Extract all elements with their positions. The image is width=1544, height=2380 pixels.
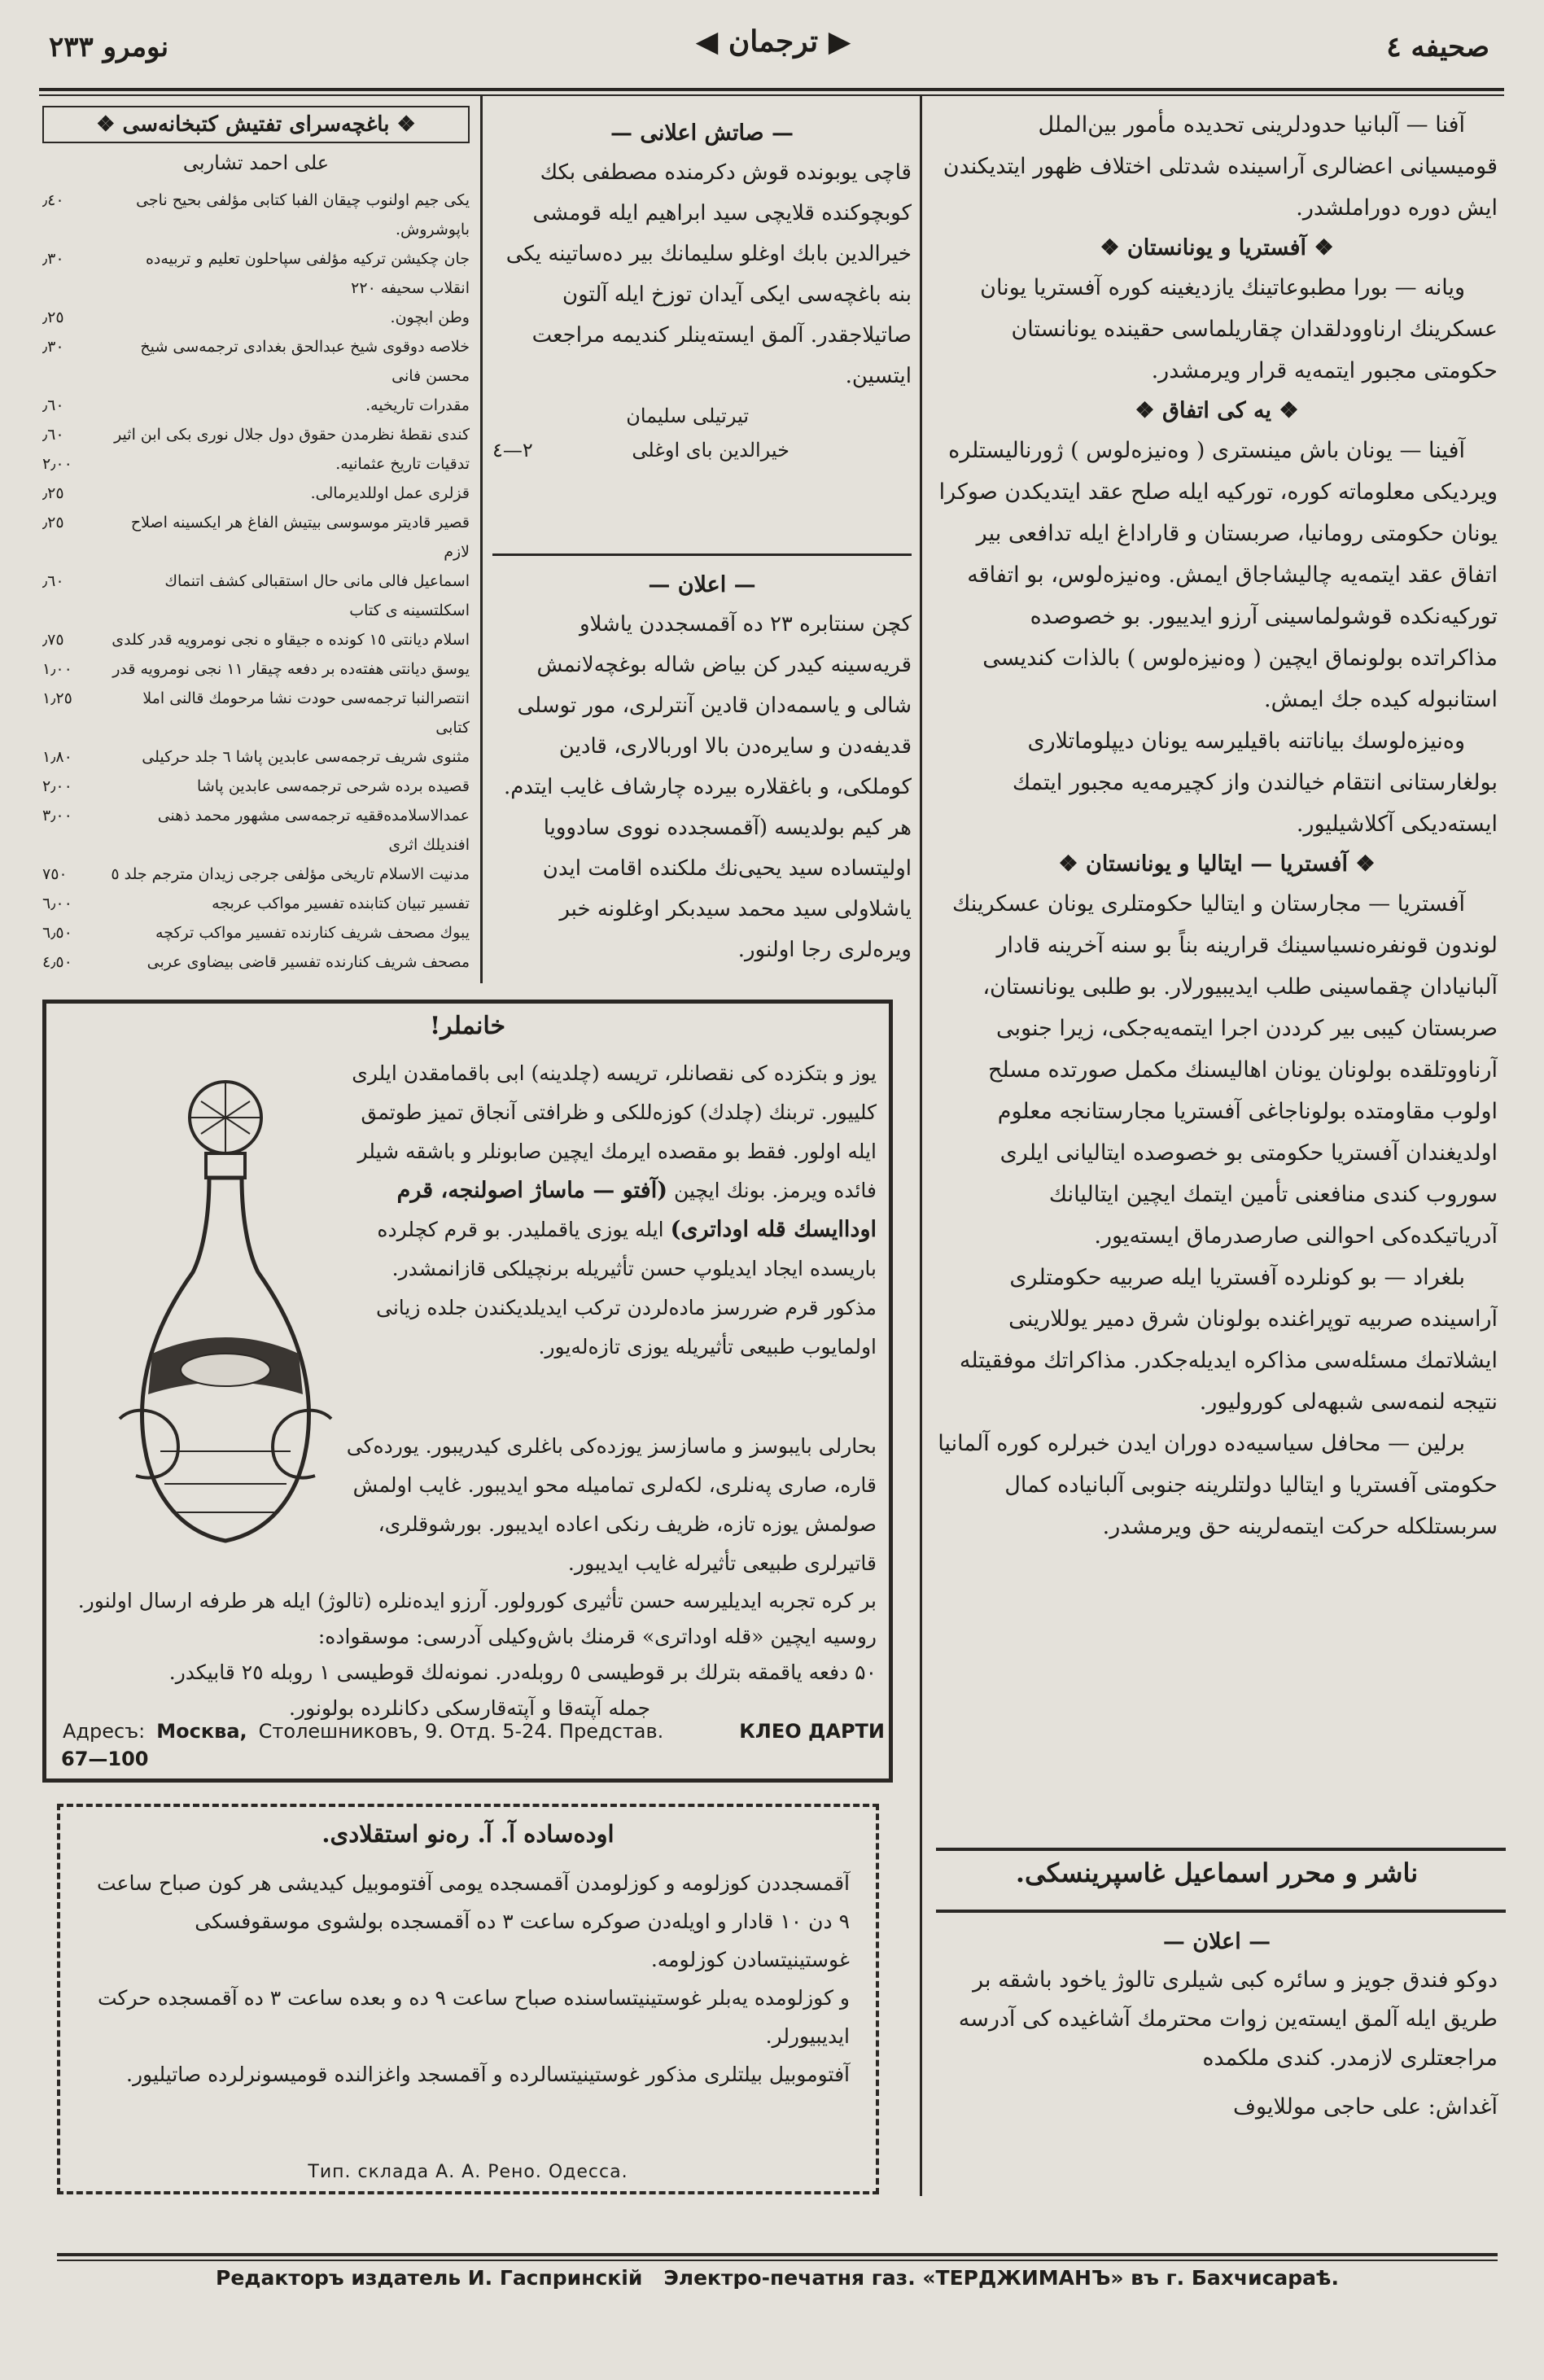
book-title: مدنیت الاسلام تاریخی مؤلفی جرجی زیدان مترجم جلد ٥: [111, 865, 470, 883]
bus-service-printer: Тип. склада А. А. Рено. Одесса.: [308, 2162, 628, 2182]
book-title: یوسق دیانتی هفته‌ده بر دفعه چیقار ۱۱ نجی نومرویه قدر: [112, 660, 470, 678]
book-list-item: [42, 772, 470, 801]
ornament-right-icon: ▶: [828, 24, 851, 59]
ad-right-title: — اعلان —: [1162, 1929, 1271, 1954]
book-list-item: [42, 449, 470, 479]
news-paragraph: برلین — محافل سیاسیه‌ده دوران ایدن خبرلره کوره آلمانیا حکومتی آفستریا و ایتالیا دولتلرینه جنوبی آلبانیاده کمال سربستلکله حرکت ایتمه‌لرینه حق ویرمشدر.: [938, 1431, 1498, 1539]
cosmetic-ad-text-2: بحارلی بایبوسز و ماسازسز یوزده‌کی باغلری کیدریبور. یورده‌کی قاره، صاری پەنلری، لکه‌لری تمامیله محو ایدیبور. غایب اولمش صولمش یوزه تازه، ظریف رنکی اعاده ایدیبور. بورشوقلری، قاتیرلری طبیعی تأثیرله غایب ایدیبور.: [346, 1434, 877, 1575]
book-list-item: [42, 860, 470, 889]
news-heading: ❖ یه کی اتفاق ❖: [1135, 398, 1299, 423]
news-paragraph: آفنا — آلبانیا حدودلرینی تحدیده مأمور بین‌الملل قومیسیانی اعضالری آراسینده شدتلی اختلاف ظهور ایتدیکندن ایش دوره دوراملشدر.: [943, 112, 1498, 221]
book-list: [42, 106, 470, 977]
book-title: قصیر قادیتر موسوسی بیتیش الفاغ هر ایکسینه اصلاح لازم: [130, 514, 470, 561]
ad-right-signature: آغداش: علی حاجی موللایوف: [1233, 2094, 1498, 2120]
book-price: ٫۷٥: [42, 631, 64, 649]
news-flow: [936, 104, 1498, 1547]
book-price: ٫٦٠: [42, 426, 64, 444]
sale-notice-sig2: خیرالدین بای اوغلی: [632, 439, 789, 462]
book-price: ۱٫۸۰: [42, 748, 72, 766]
publisher-line: ناشر و محرر اسماعیل غاسپرینسکی.: [1015, 1857, 1419, 1888]
book-list-item: [42, 508, 470, 567]
book-list-item: [42, 391, 470, 420]
book-price: ٫٤٠: [42, 191, 64, 209]
book-list-subtitle: علی احمد تشاربی: [182, 151, 330, 174]
news-heading: ❖ آفستریا — ایتالیا و یونانستان ❖: [1058, 851, 1376, 877]
book-title: تفسیر تبیان کتابنده تفسیر مواکب عربجه: [212, 895, 470, 912]
footer-rule: [57, 2253, 1498, 2256]
cosmetic-ad: [42, 1000, 893, 1783]
book-list-item: [42, 567, 470, 625]
book-list-item: [42, 186, 470, 244]
book-list-item: [42, 918, 470, 947]
news-paragraph: بلغراد — بو کونلرده آفستریا ایله صربیه حکومتلری آراسینده صربیه توپراغنده بولونان شرق دمیر یوللارینی ایشلاتمك مسئله‌سی مذاکره ایدیله‌جکدر. مذاکراتك موفقیتله نتیجه لنمه‌سی شبهه‌لی کورولیور.: [959, 1265, 1498, 1415]
book-price: ۲٫۰۰: [42, 455, 72, 473]
column-divider-right: [920, 96, 922, 2196]
book-list-title: ❖ باغچه‌سرای تفتیش کتبخانه‌سی ❖: [42, 106, 470, 143]
ad-right: [936, 1923, 1498, 2224]
book-price: ٫۳۰: [42, 250, 64, 268]
book-price: ۷٥۰: [42, 865, 68, 883]
cosmetic-ad-title: خانملر!: [429, 1012, 506, 1040]
news-column: [936, 104, 1498, 1838]
issue-number: نومرو ۲۳۳: [49, 31, 169, 63]
bus-service-ad: [57, 1804, 879, 2194]
cosmetic-ad-product: (آفتو — ماساژ اصولنجه، قرم اوداایسك قله اوداتری): [396, 1178, 877, 1242]
ad-right-body: دوکو فندق جویز و سائره کبی شیلری تالوژ یاخود باشقه بر طریق ایله آلمق ایسته‌ین زوات محترمك آشاغیده کی آدرسه مراجعتلری لازمدر. کندی ملکمده: [958, 1967, 1498, 2071]
book-price: ۱٫۲٥: [42, 689, 72, 707]
masthead-rule: [39, 88, 1504, 91]
book-list-ornament-icon-2: ❖: [96, 112, 123, 137]
book-list-items: [42, 186, 470, 977]
cosmetic-ad-text-3: بر کره تجربه ایدیلیرسه حسن تأثیری کورولور. آرزو ایده‌نلره (تالوژ) ایله هر طرفه ارسال اولنور. روسیه ایچین «قله اوداتری» قرمنك باش‌وکیلی آدرسی: موسقواده: ۵۰ دفعه یاقمقه بترلك بر قوطیسی ٥ روبله‌در. نمونه‌لك قوطیسی ۱ روبله ۲٥ قابیکدر. جمله آپتەقا و آپتەقارسکی دکانلرده بولونور.: [77, 1589, 877, 1720]
book-price: ٤٫٥۰: [42, 953, 72, 971]
book-list-item: [42, 684, 470, 742]
book-title: عمدالاسلامده‌ققیه ترجمه‌سی مشهور محمد ذهنی افندیلك اثری: [157, 807, 470, 854]
book-list-item: [42, 332, 470, 391]
news-paragraph: آفستریا — مجارستان و ایتالیا حکومتلری یونان عسکرینك لوندون قونفرەنسیاسینك قرارینه بناً بو سنه آخرینه قادار آلبانیادان چقماسینی طلب ایدیبیورلار. بو طلبی یونانستان، صربستان کیبی بیر کرددن اجرا ایتمه‌یه‌جکی، زیرا جنوبی آرناووتلقده بولونان یونان اهالیسنك مکمل صورتده مسلح اولوب مقاومتده بولوناجاغی آفستریا مجارستانجه معلوم اولدیغندان آفستریا حکومتی بو خصوصده ایتالیانی ایلری سوروب کندی منافعنی تأمین ایتمك ایچین ایتالیانك آدریاتیکده‌کی احوالنی صارصدرماق ایسته‌یور.: [952, 891, 1498, 1249]
cosmetic-ad-code: 67—100: [61, 1748, 149, 1770]
page-number: صحیفه ٤: [1386, 31, 1489, 63]
news-paragraph: وەنیزەلوسك بیاناتنه باقیلیرسه یونان دیپلوماتلاری بولغارستانی انتقام خیالندن واز کچیرمه‌یه مجبور ایتمك ایسته‌دیکی آکلاشیلیور.: [1012, 728, 1498, 837]
news-heading: ❖ آفستریا و یونانستان ❖: [1100, 235, 1334, 260]
book-title: جان چکیشن ترکیه مؤلفی سپاحلون تعلیم و تربیه‌ده انقلاب سحیفه ۲۲۰: [145, 250, 470, 297]
lost-announcement-body: کچن سنتابره ۲۳ ده آقمسجددن یاشلاو قریه‌سینه کیدر کن بیاض شاله بوغچه‌لانمش شالی و یاسمه‌دان قادین آنترلری، مور توسلی قدیفه‌دن و سایره‌دن بالا اوربالاری، قادین کوملکی، و باغقلاره بیرده چارشاف غایب ایتدم. هر کیم بولدیسه (آقمسجدده نووی سادوویا اولیتساده سید یحیی‌نك ملکنده اقامت ایدن یاشلاولی سید محمد سیدبکر اوغلونه خبر ویره‌لری رجا اولنور.: [504, 612, 912, 962]
newspaper-title: ◀ ترجمان ▶: [695, 24, 851, 59]
book-price: ٫٦٠: [42, 572, 64, 590]
book-title: یبوك مصحف شریف کنارنده تفسیر مواکب ترکچه: [155, 924, 470, 942]
book-list-item: [42, 303, 470, 332]
book-title: مثنوی شریف ترجمه‌سی عابدین پاشا ٦ جلد حرکیلی: [142, 748, 470, 766]
publisher-rule-top: [936, 1848, 1506, 1851]
book-list-item: [42, 479, 470, 508]
bus-service-title: اوده‌ساده آ. آ. رەنو استقلادی.: [321, 1820, 615, 1848]
book-title: یکی جیم اولنوب چیقان الفبا کتابی مؤلفی بحیح ناجی باپوشروش.: [136, 191, 470, 238]
book-list-item: [42, 420, 470, 449]
book-title: کندی نقطهٔ نظرمدن حقوق دول جلال نوری بکی ابن اثیر: [114, 426, 470, 444]
sale-notice-sig1: تیرتیلی سلیمان: [626, 405, 749, 427]
book-list-item: [42, 889, 470, 918]
ornament-left-icon: ◀: [695, 24, 719, 59]
book-price: ٫۲٥: [42, 484, 64, 502]
book-price: ۳٫۰۰: [42, 807, 72, 825]
book-title: مقدرات تاریخیه.: [365, 396, 470, 414]
masthead-rule-2: [39, 94, 1504, 96]
cosmetic-ad-text: یوز و بتکزده کی نقصانلر، تریسه (چلدینه) ابی باقمامقدن ایلری کلییور. تربنك (چلدك) کوزەللکی و ظرافتی آنجاق تمیز طوتمق ایله اولور. فقط بو مقصدە ایرمك ایچین صابونلر و باشقه شیلر فائده ویرمز. بونك ایچین (آفتو — ماساژ اصولنجه، قرم اوداایسك قله اوداتری) ایله یوزی یاقملیدر. بو قرم کچلرده باریسده ایجاد ایدیلوپ حسن تأثیریله برنچیلکی قازانمشدر. مذکور قرم ضررسز مادەلردن ترکب ایدیلدیکندن جلده زیانی اولمایوب طبیعی تأثیریله یوزی تازەلەیور.: [352, 1061, 877, 1358]
book-title: قزلری عمل اوللدیرمالی.: [310, 484, 470, 502]
footer-imprint: Редакторъ издатель И. Гаспринскiй Электро-печатня газ. «ТЕРДЖИМАНЪ» въ г. Бахчисараѣ.: [216, 2266, 1339, 2290]
book-title: اسماعیل فالی مانی حال استقبالی کشف اتنماك اسکلتسینه ی کتاب: [164, 572, 470, 619]
book-title: قصیده بردە شرحی ترجمه‌سی عابدین پاشا: [197, 777, 470, 795]
sale-notice-number: ۲—٤: [492, 439, 533, 462]
book-price: ٫۲٥: [42, 514, 64, 532]
book-title: تدقیات تاریخ عثمانیه.: [335, 455, 470, 473]
publisher-rule-bottom: [936, 1910, 1506, 1913]
book-price: ۲٫۰۰: [42, 777, 72, 795]
book-list-ornament-icon: ❖: [389, 112, 416, 137]
book-price: ٦٫٥۰: [42, 924, 72, 942]
book-list-item: [42, 654, 470, 684]
news-paragraph: ویانه — بورا مطبوعاتینك یازدیغینه کوره آفستریا یونان عسکرینك ارناوودلقدان چقاریلماسی حقینده یونانستان حکومتی مجبور ایتمه‌یه قرار ویرمشدر.: [980, 275, 1498, 383]
book-title: مصحف شریف کنارنده تفسیر قاضی بیضاوی عربی: [147, 953, 470, 971]
book-price: ٫٦٠: [42, 396, 64, 414]
book-list-item: [42, 625, 470, 654]
sale-notice: [492, 114, 912, 521]
footer-rule-2: [57, 2260, 1498, 2261]
book-list-item: [42, 742, 470, 772]
sale-notice-body: قاچی یوبونده قوش دکرمنده مصطفی بکك کوبچوکنده قلایچی سید ابراهیم ایله قومشی خیرالدین بابك اوغلو سلیمانك بیر دەساتینه یکی بنه باغچه‌سی ایکی آیدان توزخ ایله آلتون صاتیلاجقدر. آلمق ایسته‌ینلر کندیمه مراجعت ایتسین.: [505, 160, 912, 388]
book-list-item: [42, 947, 470, 977]
lost-announcement: [492, 566, 912, 962]
book-title: اسلام دیانتی ۱٥ کونده ه جیقاو ه نجی نومرویه قدر کلدی: [112, 631, 470, 649]
book-title: خلاصه دوقوی شیخ عبدالحق بغدادی ترجمه‌سی شیخ محسن فانی: [140, 338, 470, 385]
book-list-item: [42, 801, 470, 860]
book-title: انتصرالنبا ترجمه‌سی حودت نشا مرحومك قالنی املا کتابی: [142, 689, 470, 737]
sale-notice-rule: [492, 553, 912, 556]
column-divider-top: [480, 96, 483, 983]
book-price: ۱٫۰۰: [42, 660, 72, 678]
book-list-item: [42, 244, 470, 303]
book-title: وطن ابچون.: [390, 308, 470, 326]
sale-notice-title: — صاتش اعلانی —: [610, 120, 794, 146]
book-price: ٦٫۰۰: [42, 895, 72, 912]
perfume-bottle-illustration: [103, 1061, 348, 1565]
book-price: ٫۳۰: [42, 338, 64, 356]
cosmetic-ad-address: Адресъ: Москва, Столешниковъ, 9. Отд. 5-24. Представ. КЛЕО ДАРТИ: [63, 1720, 885, 1743]
bus-service-body: آقمسجددن کوزلومه و کوزلومدن آقمسجده یومی آفتوموبیل کیدیشی هر کون صباح ساعت ۹ دن ۱۰ قادار و اویلەدن صوکره ساعت ۳ ده آقمسجده بولشوی موسقوفسکی غوستینیتسادن کوزلومه. و کوزلومده یەبلر غوستینیتساسنده صباح ساعت ۹ ده و بعده ساعت ۳ ده آقمسجده حرکت ایدیبیورلر. آفتوموبیل بیلتلری مذکور غوستینیتسالرده و آقمسجد واغزالنده قومیسونرلرده صاتیلیور.: [97, 1871, 850, 2086]
news-paragraph: آفینا — یونان باش مینستری ( وەنیزەلوس ) ژورنالیستلره ویردیکی معلوماته کوره، تورکیه ایله صلح عقد ایتدیکدن صوکرا یونان حکومتی رومانیا، صربستان و قاراداغ ایله تدافعی بیر اتفاق عقد ایتمه‌یه چالیشاجاق ایمش. وەنیزەلوس، بو اتفاقه تورکیه‌نکده قوشولماسینی آرزو ایدییور. بو خصوصده مذاکراتده بولونماق ایچین ( وەنیزەلوس ) بالذات کندیسی استانبوله کیده جك ایمش.: [938, 438, 1498, 712]
lost-announcement-title: — اعلان —: [648, 572, 756, 597]
book-price: ٫۲٥: [42, 308, 64, 326]
